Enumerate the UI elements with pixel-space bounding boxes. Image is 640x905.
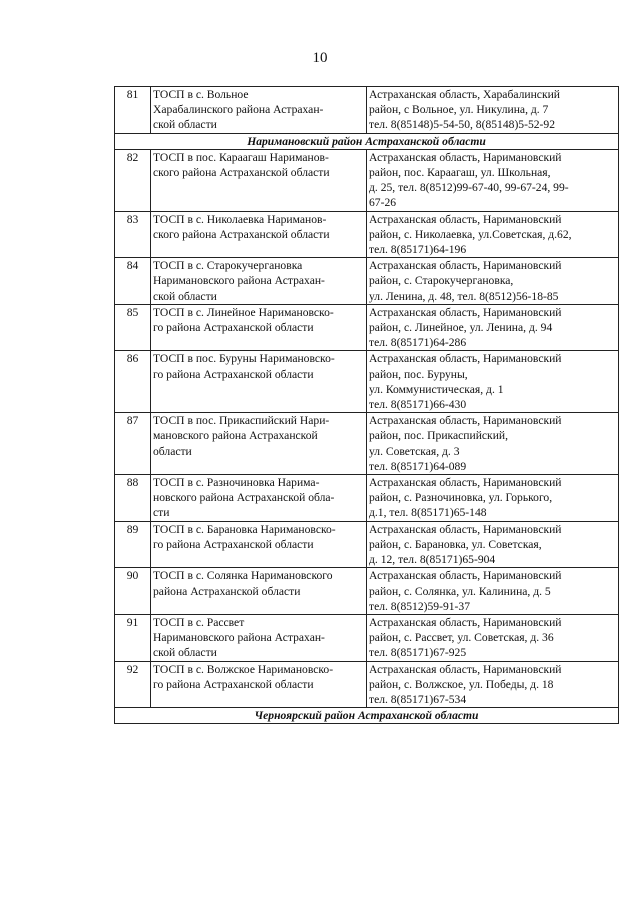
- section-header-row: [115, 133, 619, 149]
- office-name: ТОСП в с. Линейное Наримановско- го района Астраханской области: [151, 304, 367, 351]
- row-number: 88: [115, 475, 151, 522]
- office-name: ТОСП в с. Николаевка Нариманов- ского района Астраханской области: [151, 211, 367, 258]
- office-address: Астраханская область, Наримановский район, с. Рассвет, ул. Советская, д. 36 тел. 8(85171)67-925: [367, 614, 619, 661]
- row-number: 87: [115, 413, 151, 475]
- table-row: [115, 351, 619, 413]
- row-number: 81: [115, 87, 151, 134]
- office-name: ТОСП в с. Вольное Харабалинского района Астрахан- ской области: [151, 87, 367, 134]
- office-address: Астраханская область, Наримановский район, пос. Прикаспийский, ул. Советская, д. 3 тел. 8(85171)64-089: [367, 413, 619, 475]
- row-number: 91: [115, 614, 151, 661]
- office-name: ТОСП в пос. Прикаспийский Нари- мановского района Астраханской области: [151, 413, 367, 475]
- table-row: [115, 413, 619, 475]
- office-address: Астраханская область, Наримановский район, с. Николаевка, ул.Советская, д.62, тел. 8(85171)64-196: [367, 211, 619, 258]
- office-address: Астраханская область, Наримановский район, пос. Караагаш, ул. Школьная, д. 25, тел. 8(8512)99-67-40, 99-67-24, 99- 67-26: [367, 149, 619, 211]
- table-row: [115, 521, 619, 568]
- table-row: [115, 475, 619, 522]
- office-address: Астраханская область, Наримановский район, с. Волжское, ул. Победы, д. 18 тел. 8(85171)67-534: [367, 661, 619, 708]
- table-row: [115, 661, 619, 708]
- office-name: ТОСП в с. Солянка Наримановского района Астраханской области: [151, 568, 367, 615]
- office-address: Астраханская область, Харабалинский район, с Вольное, ул. Никулина, д. 7 тел. 8(85148)5-54-50, 8(85148)5-52-92: [367, 87, 619, 134]
- registry-body: [115, 87, 619, 724]
- table-row: [115, 87, 619, 134]
- row-number: 89: [115, 521, 151, 568]
- office-address: Астраханская область, Наримановский район, пос. Буруны, ул. Коммунистическая, д. 1 тел. 8(85171)66-430: [367, 351, 619, 413]
- registry-table: [114, 86, 619, 724]
- section-title: Черноярский район Астраханской области: [115, 708, 619, 724]
- office-name: ТОСП в пос. Караагаш Нариманов- ского района Астраханской области: [151, 149, 367, 211]
- office-address: Астраханская область, Наримановский район, с. Разночиновка, ул. Горького, д.1, тел. 8(85171)65-148: [367, 475, 619, 522]
- office-address: Астраханская область, Наримановский район, с. Линейное, ул. Ленина, д. 94 тел. 8(85171)64-286: [367, 304, 619, 351]
- office-name: ТОСП в с. Разночиновка Нарима- новского района Астраханской обла- сти: [151, 475, 367, 522]
- office-name: ТОСП в с. Рассвет Наримановского района Астрахан- ской области: [151, 614, 367, 661]
- row-number: 86: [115, 351, 151, 413]
- row-number: 92: [115, 661, 151, 708]
- row-number: 83: [115, 211, 151, 258]
- table-row: [115, 614, 619, 661]
- table-row: [115, 568, 619, 615]
- row-number: 82: [115, 149, 151, 211]
- office-address: Астраханская область, Наримановский район, с. Солянка, ул. Калинина, д. 5 тел. 8(8512)59-91-37: [367, 568, 619, 615]
- office-address: Астраханская область, Наримановский район, с. Барановка, ул. Советская, д. 12, тел. 8(85171)65-904: [367, 521, 619, 568]
- office-address: Астраханская область, Наримановский район, с. Старокучергановка, ул. Ленина, д. 48, тел. 8(8512)56-18-85: [367, 258, 619, 305]
- section-title: Наримановский район Астраханской области: [115, 133, 619, 149]
- office-name: ТОСП в с. Барановка Наримановско- го района Астраханской области: [151, 521, 367, 568]
- table-row: [115, 258, 619, 305]
- row-number: 90: [115, 568, 151, 615]
- page-number: 10: [312, 50, 328, 66]
- row-number: 84: [115, 258, 151, 305]
- table-row: [115, 211, 619, 258]
- row-number: 85: [115, 304, 151, 351]
- table-row: [115, 304, 619, 351]
- office-name: ТОСП в с. Старокучергановка Наримановского района Астрахан- ской области: [151, 258, 367, 305]
- office-name: ТОСП в с. Волжское Наримановско- го района Астраханской области: [151, 661, 367, 708]
- table-row: [115, 149, 619, 211]
- office-name: ТОСП в пос. Буруны Наримановско- го района Астраханской области: [151, 351, 367, 413]
- section-header-row: [115, 708, 619, 724]
